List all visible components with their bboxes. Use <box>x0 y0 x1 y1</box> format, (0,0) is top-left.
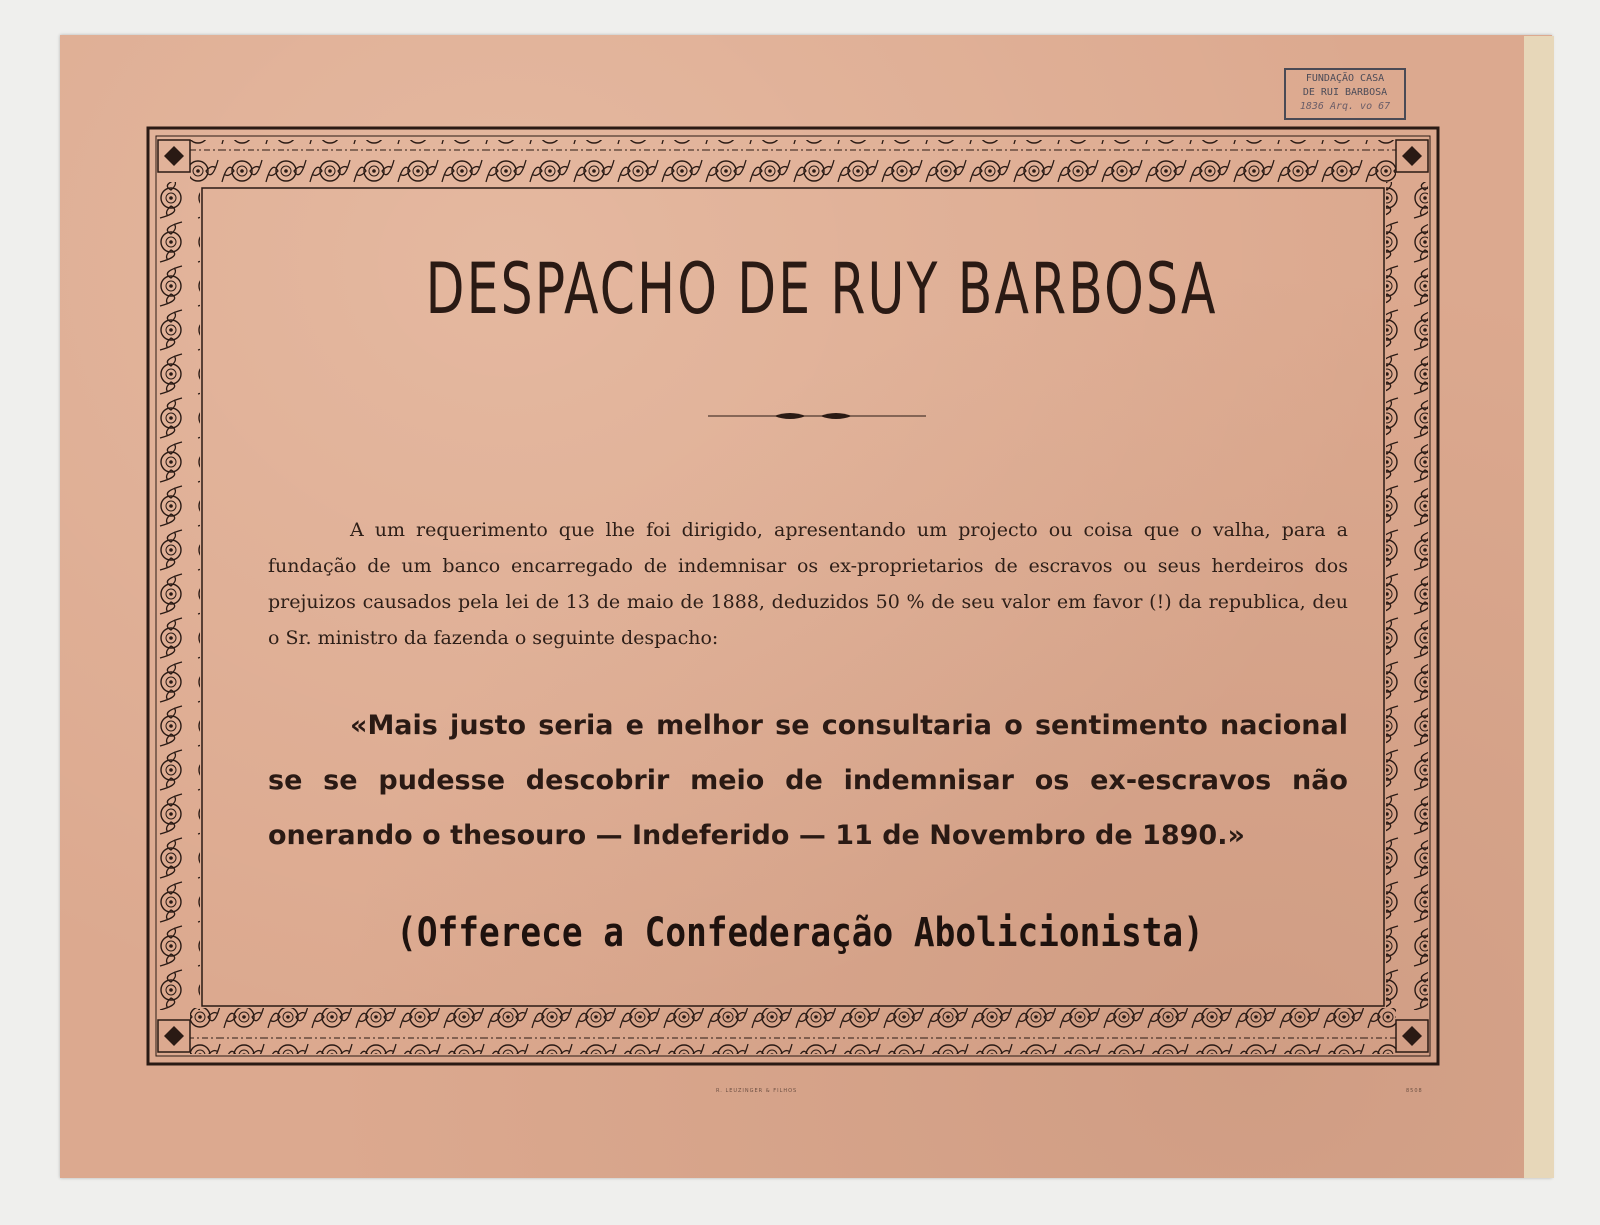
stamp-line-1: FUNDAÇÃO CASA <box>1305 73 1385 84</box>
body-paragraph: A um requerimento que lhe foi dirigido, apresentando um projecto ou coisa que o valha, para a fundação de um banco encarregado de indemnisar os ex-proprietarios de escravos ou seus herdeiros dos prejuizos causados pela lei de 13 de maio de 1888, deduzidos 50 % de seu valor em favor (!) da republica, deu o Sr. ministro da fazenda o seguinte despacho: <box>268 519 1348 649</box>
page-title: DESPACHO DE RUY BARBOSA <box>425 248 1218 330</box>
print-number: 8508 <box>1406 1088 1423 1094</box>
title-divider <box>708 413 926 419</box>
stamp-line-2: DE RUI BARBOSA <box>1302 87 1388 98</box>
dispatch-quote: «Mais justo seria e melhor se consultaria o sentimento nacional se se pudesse descobrir meio de indemnisar os ex-escravos não onerando o thesouro — Indeferido — 11 de Novembro de 1890.» <box>268 710 1348 851</box>
dedication-line: (Offerece a Confederação Abolicionista) <box>396 910 1204 956</box>
printer-imprint: R. LEUZINGER & FILHOS <box>716 1088 798 1094</box>
stamp-reference: 1836 Arq. vo 67 <box>1299 101 1391 112</box>
